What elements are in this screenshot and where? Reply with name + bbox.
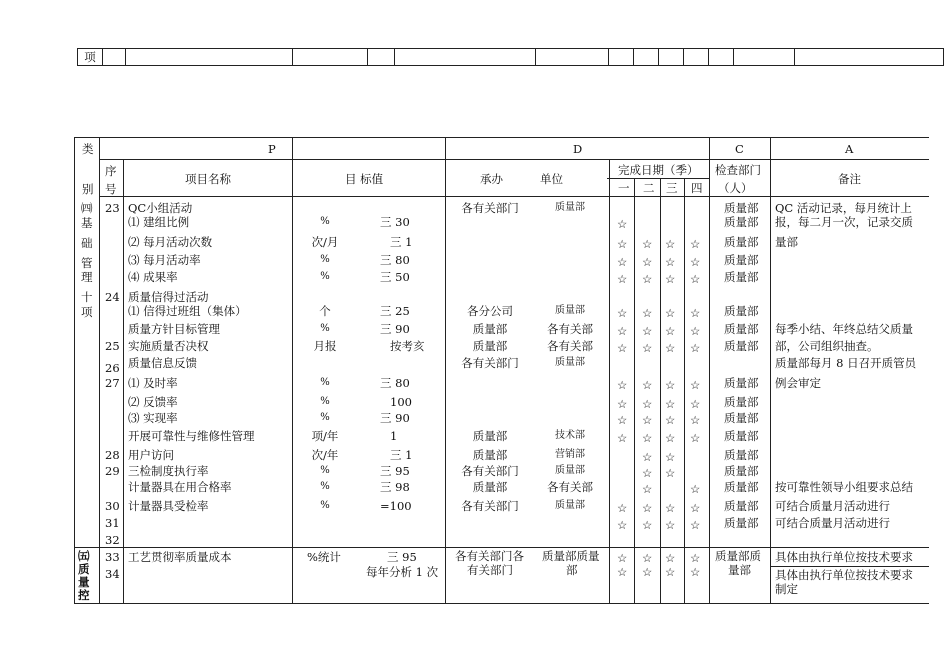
star-mark: ☆ [690,482,701,496]
star-mark: ☆ [665,255,676,269]
row-check-dept: 质量部 [724,448,759,462]
star-mark: ☆ [665,565,676,579]
top-table-cell [293,49,368,66]
row-item-name: ⑴ 及时率 [128,376,178,390]
star-mark: ☆ [642,413,653,427]
remark-text: QC 活动记录，每月统计上 [775,201,912,215]
row-target: 三 80 [380,376,410,390]
top-table-cell [395,49,536,66]
header-q4: 四 [691,181,703,195]
row-unit: 次/月 [311,235,339,249]
row-check-dept: 质量部 [724,395,759,409]
row-undertake: 质量部 [472,339,508,353]
row-item-name: 用户访问 [128,448,174,462]
star-mark: ☆ [690,378,701,392]
row-item-name: ⑵ 每月活动次数 [128,235,213,249]
category-char: 基 [81,216,93,230]
row-check-dept: 质量部 [724,429,759,443]
row-item-name: 实施质量否决权 [128,339,209,353]
row-item-name: ⑷ 成果率 [128,270,178,284]
header-target: 目 标值 [345,172,384,186]
star-mark: ☆ [642,450,653,464]
top-table-cell [795,49,944,66]
star-mark: ☆ [642,324,653,338]
header-c: C [735,142,744,156]
row-unit: % [320,377,330,388]
top-table-cell [659,49,684,66]
row-item-name: 质量信得过活动 [128,290,209,304]
remark-text: 可结合质量月活动进行 [775,499,890,513]
row-unit: % [320,323,330,334]
row-target: 三 1 [390,235,413,249]
row-remark: 制定 [775,582,798,596]
row-remark: 具体由执行单位按技术要求 [775,568,913,582]
row-item-name: 计量器具受检率 [128,499,209,513]
header-seq-bottom: 号 [105,182,117,196]
star-mark: ☆ [642,518,653,532]
row-unit: 个 [319,304,331,318]
star-mark: ☆ [617,413,628,427]
top-table-cell [609,49,634,66]
remark-text: 报，每二月一次，记录交质 [775,215,913,229]
star-mark: ☆ [665,518,676,532]
row-check-dept: 质量部 [724,253,759,267]
top-table-cell [368,49,395,66]
row-undertake: 质量部 [472,429,508,443]
row-unit: % [320,481,330,492]
star-mark: ☆ [617,237,628,251]
star-mark: ☆ [642,237,653,251]
star-mark: ☆ [690,341,701,355]
row-undertake: 各有关部门 [461,201,519,215]
header-remark: 备注 [838,172,861,186]
header-a: A [845,142,854,156]
row-check-dept: 质量部 [724,304,759,318]
star-mark: ☆ [690,306,701,320]
remark-text: 例会审定 [775,376,821,390]
row-check-dept: 质量部 [724,339,759,353]
row-seq: 24 [105,290,120,304]
row-undertake: 各有关部门各 [455,549,524,563]
row-check-dept: 质量部 [724,235,759,249]
row-remark: 具体由执行单位按技术要求 [775,550,913,564]
category-char: 项 [81,305,93,319]
row-seq-34: 34 [105,567,120,581]
row-check-dept: 质量部 [724,270,759,284]
star-mark: ☆ [665,272,676,286]
header-undertake: 承办 [480,172,503,186]
row-unit: % [320,465,330,476]
row-item-name: 开展可靠性与维修性管理 [128,429,255,443]
row-check-dept: 质量部 [724,322,759,336]
row-check-dept: 质量部 [724,480,759,494]
header-category-top: 类 [82,142,94,156]
category-char: 量 [78,575,90,589]
remark-text: 质量部每月 8 日召开质管员 [775,356,917,370]
star-mark: ☆ [665,324,676,338]
row-undertake: 各有关部门 [461,464,519,478]
star-mark: ☆ [642,431,653,445]
star-mark: ☆ [617,565,628,579]
row-item-name: QC小组活动 [128,201,193,215]
row-check-dept: 质量部 [724,376,759,390]
star-mark: ☆ [665,501,676,515]
star-mark: ☆ [665,237,676,251]
star-mark: ☆ [690,237,701,251]
row-item-name: ⑴ 信得过班组（集体） [128,304,247,318]
star-mark: ☆ [665,378,676,392]
star-mark: ☆ [617,501,628,515]
star-mark: ☆ [617,378,628,392]
row-unit-dept: 质量部 [555,202,585,213]
row-target: 三 80 [380,253,410,267]
top-table-cell [734,49,795,66]
star-mark: ☆ [665,431,676,445]
row-target: 三 90 [380,411,410,425]
star-mark: ☆ [642,565,653,579]
row-item-name: ⑶ 实现率 [128,411,178,425]
star-mark: ☆ [642,501,653,515]
row-target: =100 [380,499,412,513]
row-seq: 27 [105,376,120,390]
star-mark: ☆ [665,306,676,320]
row-unit-dept: 技术部 [555,430,585,441]
row-item-name: 计量器具在用合格率 [128,480,232,494]
row-undertake: 各分公司 [467,304,513,318]
star-mark: ☆ [690,518,701,532]
star-mark: ☆ [665,413,676,427]
row-unit: 月报 [313,339,337,353]
star-mark: ☆ [642,551,653,565]
top-table-cell [684,49,709,66]
header-p: P [268,142,276,156]
top-table-cell [126,49,293,66]
row-unit-dept: 质量部 [555,500,585,511]
header-seq-top: 序 [105,164,117,178]
row-item-name: 质量方针目标管理 [128,322,220,336]
row-seq: 26 [105,361,120,375]
star-mark: ☆ [617,255,628,269]
row-target: 1 [390,429,398,443]
star-mark: ☆ [617,431,628,445]
star-mark: ☆ [690,501,701,515]
header-check-dept-bottom: （人） [718,181,753,195]
row-target: 三 98 [380,480,410,494]
row-target: 三 90 [380,322,410,336]
row-unit-dept: 各有关部 [547,322,593,336]
star-mark: ☆ [642,255,653,269]
row-seq: 28 [105,448,120,462]
row-check-dept: 质量部质 [715,549,761,563]
header-completion-date: 完成日期（季） [618,163,699,177]
star-mark: ☆ [617,272,628,286]
row-target: 100 [390,395,412,409]
row-seq: 23 [105,201,120,215]
star-mark: ☆ [642,272,653,286]
row-target: 三 1 [390,448,413,462]
row-unit-dept: 质量部 [555,305,585,316]
star-mark: ☆ [690,397,701,411]
row-unit: % [320,396,330,407]
star-mark: ☆ [642,397,653,411]
row-undertake: 质量部 [472,480,508,494]
star-mark: ☆ [617,551,628,565]
category-char: ㈤ [78,549,90,563]
header-category-bottom: 别 [82,182,94,196]
star-mark: ☆ [690,272,701,286]
row-unit-dept: 各有关部 [547,480,593,494]
top-table-cell [103,49,126,66]
star-mark: ☆ [665,466,676,480]
star-mark: ☆ [642,341,653,355]
header-q2: 二 [643,181,655,195]
top-table-cell [709,49,734,66]
row-unit-dept: 质量部 [555,465,585,476]
row-check-dept: 质量部 [724,411,759,425]
row-item-name: 工艺贯彻率质量成本 [128,550,232,564]
row-item-name: 质量信息反馈 [128,356,197,370]
star-mark: ☆ [665,450,676,464]
header-q3: 三 [666,181,678,195]
row-undertake: 质量部 [472,448,508,462]
header-check-dept-top: 检查部门 [715,163,761,177]
row-unit-dept: 营销部 [555,449,585,460]
star-mark: ☆ [617,518,628,532]
star-mark: ☆ [642,306,653,320]
row-seq: 29 [105,464,120,478]
row-unit: % [320,216,330,227]
row-check-dept: 质量部 [724,215,759,229]
star-mark: ☆ [642,482,653,496]
row-item-name: 三检制度执行率 [128,464,209,478]
row-seq: 25 [105,339,120,353]
star-mark: ☆ [690,413,701,427]
row-target: 三 25 [380,304,410,318]
star-mark: ☆ [690,324,701,338]
star-mark: ☆ [665,397,676,411]
row-target: 三 50 [380,270,410,284]
star-mark: ☆ [617,397,628,411]
row-target: 三 30 [380,215,410,229]
header-item-name: 项目名称 [185,172,231,186]
row-unit: % [320,412,330,423]
row-undertake: 有关部门 [467,563,513,577]
row-undertake: 各有关部门 [461,356,519,370]
row-check-dept: 质量部 [724,499,759,513]
row-seq: 30 [105,499,120,513]
row-target: 按考亥 [390,339,425,353]
category-char: 质 [78,562,90,576]
star-mark: ☆ [665,551,676,565]
top-table-cell [634,49,659,66]
row-unit: % [320,500,330,511]
row-check-dept: 质量部 [724,201,759,215]
row-check-dept: 质量部 [724,516,759,530]
star-mark: ☆ [690,551,701,565]
header-q1: 一 [618,181,630,195]
row-seq-33: 33 [105,550,120,564]
star-mark: ☆ [690,565,701,579]
row-target: 三 95 [387,550,417,564]
row-unit-dept: 质量部 [555,357,585,368]
header-d: D [573,142,583,156]
category-char: 十 [81,290,93,304]
row-unit: %统计 [307,550,341,564]
row-check-dept: 量部 [728,563,751,577]
category-char: 础 [81,236,93,250]
row-item-name: ⑵ 反馈率 [128,395,178,409]
star-mark: ☆ [617,341,628,355]
row-item-name: ⑶ 每月活动率 [128,253,201,267]
top-table-fragment [77,48,944,66]
row-undertake: 质量部 [472,322,508,336]
star-mark: ☆ [617,217,628,231]
remark-text: 部，公司组织抽查。 [775,339,879,353]
row-check-dept: 质量部 [724,464,759,478]
row-unit: 次/年 [311,448,339,462]
remark-text: 量部 [775,235,798,249]
header-unit: 单位 [540,172,563,186]
remark-text: 可结合质量月活动进行 [775,516,890,530]
remark-text: 每季小结、年终总结父质量 [775,322,913,336]
category-char: 管 [81,256,93,270]
row-unit-dept: 质量部质量 [542,549,600,563]
row-target: 三 95 [380,464,410,478]
star-mark: ☆ [642,378,653,392]
star-mark: ☆ [690,431,701,445]
category-char: ㈣ [81,201,93,215]
star-mark: ☆ [665,341,676,355]
row-target: 每年分析 1 次 [366,565,439,579]
row-seq: 32 [105,533,120,547]
top-table-cell-item: 项 [78,49,103,66]
star-mark: ☆ [617,306,628,320]
row-unit-dept: 各有关部 [547,339,593,353]
star-mark: ☆ [690,255,701,269]
top-table-cell [536,49,609,66]
row-seq: 31 [105,516,120,530]
category-char: 控 [78,588,90,602]
row-undertake: 各有关部门 [461,499,519,513]
row-unit: % [320,254,330,265]
row-unit: % [320,271,330,282]
row-item-name: ⑴ 建组比例 [128,215,190,229]
star-mark: ☆ [642,466,653,480]
star-mark: ☆ [617,324,628,338]
row-unit-dept: 部 [566,563,578,577]
category-char: 理 [81,270,93,284]
row-unit: 项/年 [311,429,339,443]
remark-text: 按可靠性领导小组要求总结 [775,480,913,494]
